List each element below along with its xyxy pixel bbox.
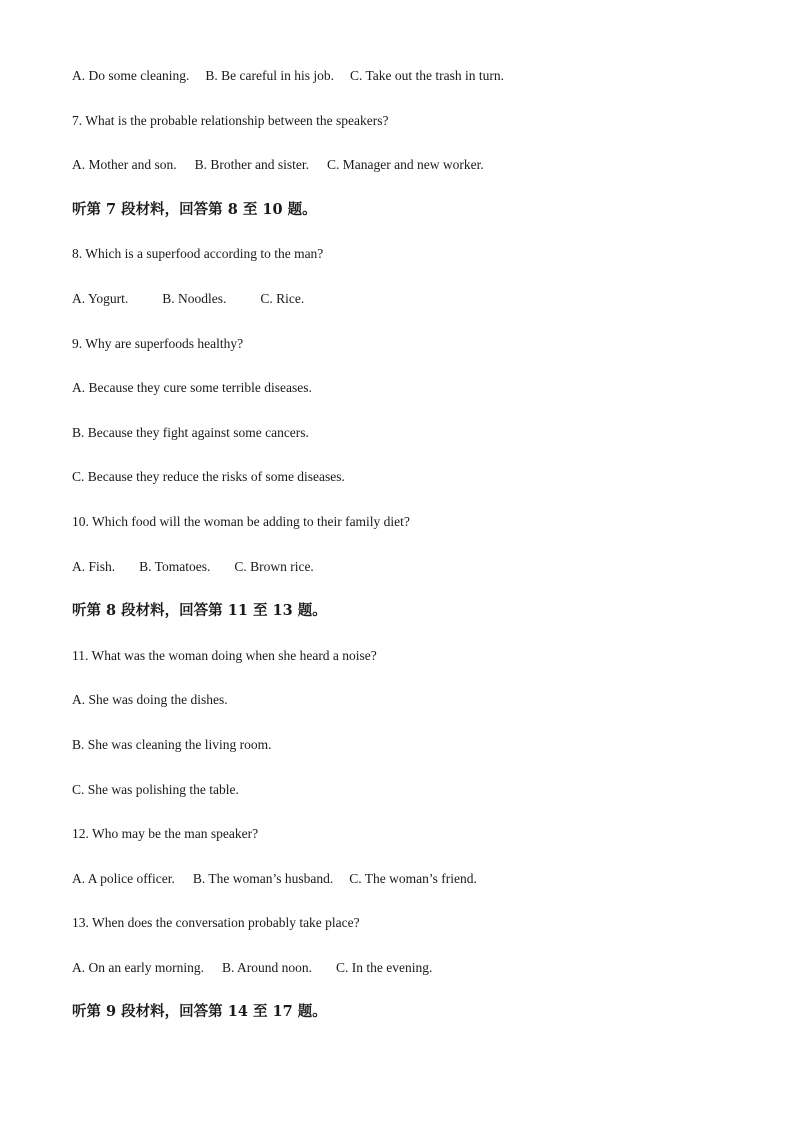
q9-option-a: A. Because they cure some terrible diseases. [72, 380, 312, 396]
option-b: B. Noodles. [162, 290, 227, 306]
question-13: 13. When does the conversation probably take place? [72, 915, 360, 931]
option-c: C. Rice. [260, 290, 305, 306]
q8-options [72, 289, 732, 334]
q9-option-c: C. Because they reduce the risks of some diseases. [72, 469, 345, 485]
question-8: 8. Which is a superfood according to the man? [72, 246, 324, 262]
q11-option-c: C. She was polishing the table. [72, 781, 239, 797]
option-c: C. Take out the trash in turn. [349, 68, 504, 83]
q7-options [72, 155, 732, 200]
q13-options [72, 958, 732, 1003]
question-9: 9. Why are superfoods healthy? [72, 335, 244, 351]
option-c: C. The woman’s friend. [349, 870, 477, 886]
option-b: B. Be careful in his job. [205, 68, 334, 83]
option-c: C. Brown rice. [234, 558, 314, 574]
q10-options [72, 557, 732, 602]
section-heading-7: 听第 7 段材料，回答第 8 至 10 题。 [72, 200, 317, 218]
q6-options [72, 66, 732, 111]
section-heading-9: 听第 9 段材料，回答第 14 至 17 题。 [72, 1003, 327, 1021]
option-a: A. Yogurt. [72, 290, 129, 306]
option-a: A. Fish. [72, 558, 116, 574]
question-11: 11. What was the woman doing when she heard a noise? [72, 647, 377, 663]
q11-option-b: B. She was cleaning the living room. [72, 736, 272, 752]
option-b: B. Tomatoes. [139, 558, 211, 574]
question-10: 10. Which food will the woman be adding to their family diet? [72, 513, 410, 529]
q9-option-b: B. Because they fight against some cancers. [72, 424, 309, 440]
option-b: B. The woman’s husband. [192, 870, 334, 886]
option-b: B. Around noon. [221, 959, 312, 975]
option-c: C. Manager and new worker. [327, 157, 484, 173]
question-12: 12. Who may be the man speaker? [72, 826, 259, 842]
option-c: C. In the evening. [335, 959, 433, 975]
section-heading-8: 听第 8 段材料，回答第 11 至 13 题。 [72, 602, 327, 620]
option-a: A. Do some cleaning. [72, 68, 190, 83]
option-a: A. Mother and son. [72, 157, 177, 173]
option-a: A. On an early morning. [72, 959, 204, 975]
document-page [72, 66, 732, 1047]
option-a: A. A police officer. [72, 870, 175, 886]
option-b: B. Brother and sister. [194, 157, 309, 173]
q11-option-a: A. She was doing the dishes. [72, 692, 228, 708]
q12-options [72, 869, 732, 914]
question-7: 7. What is the probable relationship between the speakers? [72, 112, 389, 128]
